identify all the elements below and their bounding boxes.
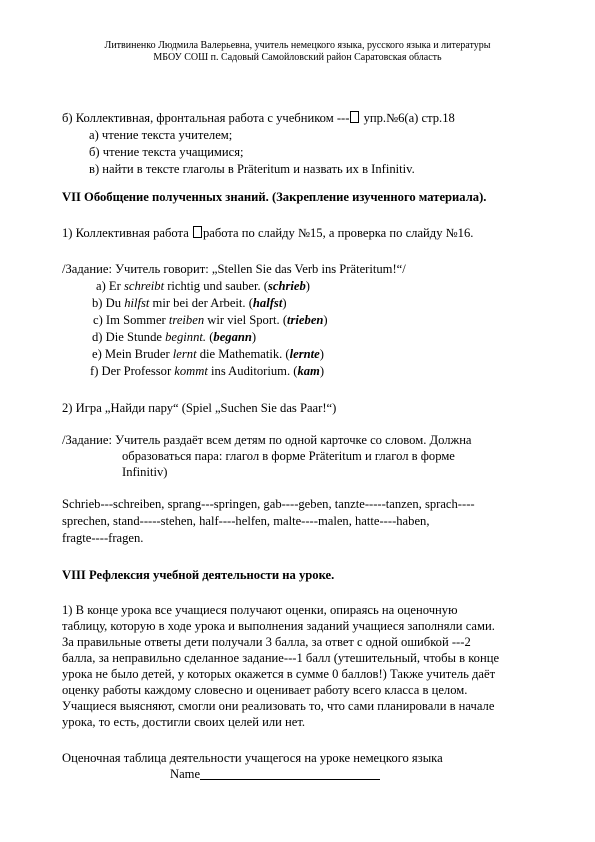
header-school: МБОУ СОШ п. Садовый Самойловский район Саратовская область [153, 52, 442, 63]
reflection-line: урока не было детей, у которых окажется в сумме 0 баллов!) Также учитель даёт [62, 667, 496, 681]
missing-glyph-icon [350, 111, 359, 123]
assignment-2-line: образоваться пара: глагол в форме Präteritum и глагол в форме [122, 449, 455, 463]
sentence-item: d) Die Stunde beginnt. (begann) [92, 330, 257, 344]
name-underline [200, 767, 380, 780]
reflection-line: таблицу, которую в ходе урока и выполнения заданий учащиеся заполняли сами. [62, 619, 495, 633]
task-2: 2) Игра „Найди пару“ (Spiel „Suchen Sie das Paar!“) [62, 401, 337, 415]
reflection-line: Учащиеся выясняют, смогли они реализовать то, что сами планировали в начале [62, 699, 495, 713]
reflection-line: оценку работы каждому словесно и оценивает работу всего класса в целом. [62, 683, 468, 697]
section-b-item: в) найти в тексте глаголы в Präteritum и назвать их в Infinitiv. [89, 162, 415, 176]
sentence-item: f) Der Professor kommt ins Auditorium. (kam) [90, 364, 325, 378]
assignment-1: /Задание: Учитель говорит: „Stellen Sie das Verb ins Präteritum!“/ [62, 262, 406, 276]
assignment-2-line: Infinitiv) [122, 465, 168, 479]
sentence-item: b) Du hilfst mir bei der Arbeit. (halfst) [92, 296, 287, 310]
sentence-item: e) Mein Bruder lernt die Mathematik. (lernte) [92, 347, 324, 361]
verb-pairs-line: fragte----fragen. [62, 531, 144, 545]
sentence-item: c) Im Sommer treiben wir viel Sport. (trieben) [93, 313, 328, 327]
sentence-item: a) Er schreibt richtig und sauber. (schrieb) [96, 279, 310, 293]
reflection-line: 1) В конце урока все учащиеся получают оценки, опираясь на оценочную [62, 603, 458, 617]
verb-pairs-line: Schrieb---schreiben, sprang---springen, gab----geben, tanzte-----tanzen, sprach---- [62, 497, 475, 511]
verb-pairs-line: sprechen, stand-----stehen, half----helfen, malte----malen, hatte----haben, [62, 514, 430, 528]
section-b-item: а) чтение текста учителем; [89, 128, 233, 142]
reflection-line: урока, то есть, достигли своих целей или нет. [62, 715, 306, 729]
header-author: Литвиненко Людмила Валерьевна, учитель немецкого языка, русского языка и литературы [104, 40, 491, 51]
reflection-line: За правильные ответы дети получали 3 балла, за ответ с одной ошибкой ---2 [62, 635, 471, 649]
reflection-line: балла, за неправильно сделанное задание---1 балл (утешительный, чтобы в конце [62, 651, 500, 665]
section-b-item: б) чтение текста учащимися; [89, 145, 244, 159]
section-7-heading: VII Обобщение полученных знаний. (Закрепление изученного материала). [62, 190, 487, 204]
name-label: Name [170, 767, 201, 781]
name-field [170, 766, 380, 782]
section-b-title: б) Коллективная, фронтальная работа с учебником --- упр.№6(а) стр.18 [62, 111, 455, 125]
assessment-table-title: Оценочная таблица деятельности учащегося на уроке немецкого языка [62, 751, 443, 765]
assignment-2-line: /Задание: Учитель раздаёт всем детям по одной карточке со словом. Должна [62, 433, 472, 447]
missing-glyph-icon [193, 226, 202, 238]
task-1: 1) Коллективная работа работа по слайду №15, а проверка по слайду №16. [62, 226, 474, 240]
section-8-heading: VIII Рефлексия учебной деятельности на уроке. [62, 568, 335, 582]
